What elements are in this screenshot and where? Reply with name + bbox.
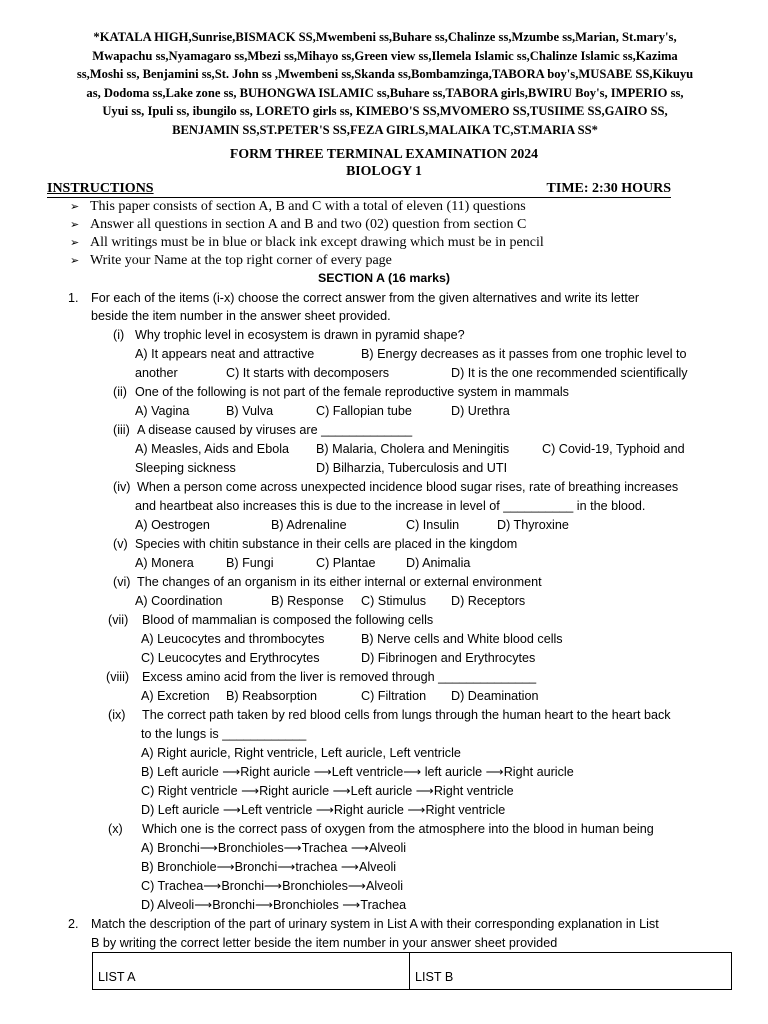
option: B) Vulva [226,404,274,418]
option: D) Deamination [451,689,539,703]
schools-line: *KATALA HIGH,Sunrise,BISMACK SS,Mwembeni ss,Buhare ss,Chalinze ss,Mzumbe ss,Marian, St.mary's, [93,30,677,44]
option: Sleeping sickness [135,461,236,475]
instructions-header [47,181,671,199]
option: C) Fallopian tube [316,404,412,418]
option: D) Urethra [451,404,510,418]
item-question: A disease caused by viruses are _____________ [137,423,413,437]
option: D) Left auricle ⟶Left ventricle ⟶Right auricle ⟶Right ventricle [141,803,506,817]
option: C) Stimulus [361,594,427,608]
option: A) Coordination [135,594,223,608]
item-question: The changes of an organism in its either internal or external environment [137,575,542,589]
schools-line: BENJAMIN SS,ST.PETER'S SS,FEZA GIRLS,MALAIKA TC,ST.MARIA SS* [172,122,598,137]
item-number: (vii) [108,613,129,627]
option: A) Excretion [141,689,210,703]
item-number: (iv) [113,480,131,494]
item-question: Species with chitin substance in their cells are placed in the kingdom [135,537,518,551]
option: B) Left auricle ⟶Right auricle ⟶Left ventricle⟶ left auricle ⟶Right auricle [141,765,574,779]
option: D) It is the one recommended scientifically [451,366,688,380]
option: B) Adrenaline [271,518,347,532]
list-b-header: LIST B [415,970,454,984]
option: C) Right ventricle ⟶Right auricle ⟶Left auricle ⟶Right ventricle [141,784,514,798]
item-question: Blood of mammalian is composed the following cells [142,613,434,627]
exam-title: FORM THREE TERMINAL EXAMINATION 2024 [229,146,539,161]
option: C) Trachea⟶Bronchi⟶Bronchioles⟶Alveoli [141,879,404,893]
option: D) Thyroxine [497,518,569,532]
option: C) Plantae [316,556,376,570]
subject-title: BIOLOGY 1 [346,163,422,178]
arrow-bullet-icon: ➢ [70,254,80,267]
list-b-cell [410,953,731,989]
option: B) Response [271,594,344,608]
option: A) Measles, Aids and Ebola [135,442,290,456]
item-number: (vi) [113,575,131,589]
list-a-header: LIST A [98,970,136,984]
question-stem: For each of the items (i-x) choose the correct answer from the given alternatives and write its letter [91,291,640,305]
question-number: 1. [68,291,79,305]
item-number: (i) [113,328,125,342]
section-a-heading: SECTION A (16 marks) [318,271,450,285]
option: A) Oestrogen [135,518,210,532]
option: A) Monera [135,556,194,570]
instructions-rule [47,197,671,198]
option: C) Leucocytes and Erythrocytes [141,651,320,665]
item-number: (viii) [106,670,130,684]
option: D) Bilharzia, Tuberculosis and UTI [316,461,508,475]
item-number: (ix) [108,708,126,722]
item-question: One of the following is not part of the female reproductive system in mammals [135,385,569,399]
option: D) Receptors [451,594,526,608]
option: B) Fungi [226,556,274,570]
schools-line: Uyui ss, Ipuli ss, ibungilo ss, LORETO girls ss, KIMEBO'S SS,MVOMERO SS,TUSIIME SS,GAIRO SS, [102,104,668,119]
arrow-bullet-icon: ➢ [70,236,80,249]
option: B) Reabsorption [226,689,318,703]
schools-line: Mwapachu ss,Nyamagaro ss,Mbezi ss,Mihayo ss,Green view ss,Ilemela Islamic ss,Chalinze Islamic ss,Kazima [92,48,678,63]
instruction-item: ➢ Answer all questions in section A and B and two (02) question from section C [70,217,527,232]
option: C) Insulin [406,518,460,532]
option: C) Covid-19, Typhoid and [542,442,685,456]
item-question: Excess amino acid from the liver is removed through ______________ [142,670,537,684]
item-number: (iii) [113,423,130,437]
option: D) Animalia [406,556,471,570]
question-stem: Match the description of the part of urinary system in List A with their corresponding explanation in List [91,917,659,931]
time-allowed: TIME: 2:30 HOURS [546,181,671,196]
option: B) Bronchiole⟶Bronchi⟶trachea ⟶Alveoli [141,860,397,874]
match-table [92,952,732,990]
option: A) Leucocytes and thrombocytes [141,632,325,646]
option: B) Nerve cells and White blood cells [361,632,563,646]
option: B) Malaria, Cholera and Meningitis [316,442,510,456]
schools-line: ss,Moshi ss, Benjamini ss,St. John ss ,Mwembeni ss,Skanda ss,Bombamzinga,TABORA boy's,MUSABE SS,Kikuyu [76,67,694,82]
list-a-cell [93,953,410,989]
item-number: (x) [108,822,123,836]
arrow-bullet-icon: ➢ [70,218,80,231]
question-number: 2. [68,917,79,931]
schools-list [40,28,730,140]
item-question: The correct path taken by red blood cells from lungs through the human heart to the heart back [142,708,671,722]
item-question: to the lungs is ____________ [141,727,307,741]
option: C) Filtration [361,689,427,703]
question-stem: beside the item number in the answer sheet provided. [91,309,391,323]
item-question: When a person come across unexpected incidence blood sugar rises, rate of breathing increases [137,480,679,494]
item-question: Which one is the correct pass of oxygen from the atmosphere into the blood in human being [142,822,654,836]
instructions-label: INSTRUCTIONS [47,181,154,196]
instruction-item: ➢ This paper consists of section A, B and C with a total of eleven (11) questions [70,199,526,214]
option: D) Alveoli⟶Bronchi⟶Bronchioles ⟶Trachea [141,898,407,912]
option: A) It appears neat and attractive [135,347,315,361]
instruction-item: ➢ All writings must be in blue or black ink except drawing which must be in pencil [70,235,544,250]
option: D) Fibrinogen and Erythrocytes [361,651,536,665]
schools-line: as, Dodoma ss,Lake zone ss, BUHONGWA ISLAMIC ss,Buhare ss,TABORA girls,BWIRU Boy's, IMPERIO ss, [86,85,684,100]
option: A) Bronchi⟶Bronchioles⟶Trachea ⟶Alveoli [141,841,407,855]
item-number: (ii) [113,385,127,399]
option: A) Right auricle, Right ventricle, Left auricle, Left ventricle [141,746,461,760]
option: C) It starts with decomposers [226,366,390,380]
arrow-bullet-icon: ➢ [70,200,80,213]
option: another [135,366,178,380]
item-question: and heartbeat also increases this is due to the increase in level of __________ in the blood. [135,499,646,513]
option: B) Energy decreases as it passes from one trophic level to [361,347,687,361]
question-stem: B by writing the correct letter beside the item number in your answer sheet provided [91,936,558,950]
item-number: (v) [113,537,128,551]
instruction-item: ➢ Write your Name at the top right corner of every page [70,253,392,268]
item-question: Why trophic level in ecosystem is drawn in pyramid shape? [135,328,465,342]
option: A) Vagina [135,404,190,418]
